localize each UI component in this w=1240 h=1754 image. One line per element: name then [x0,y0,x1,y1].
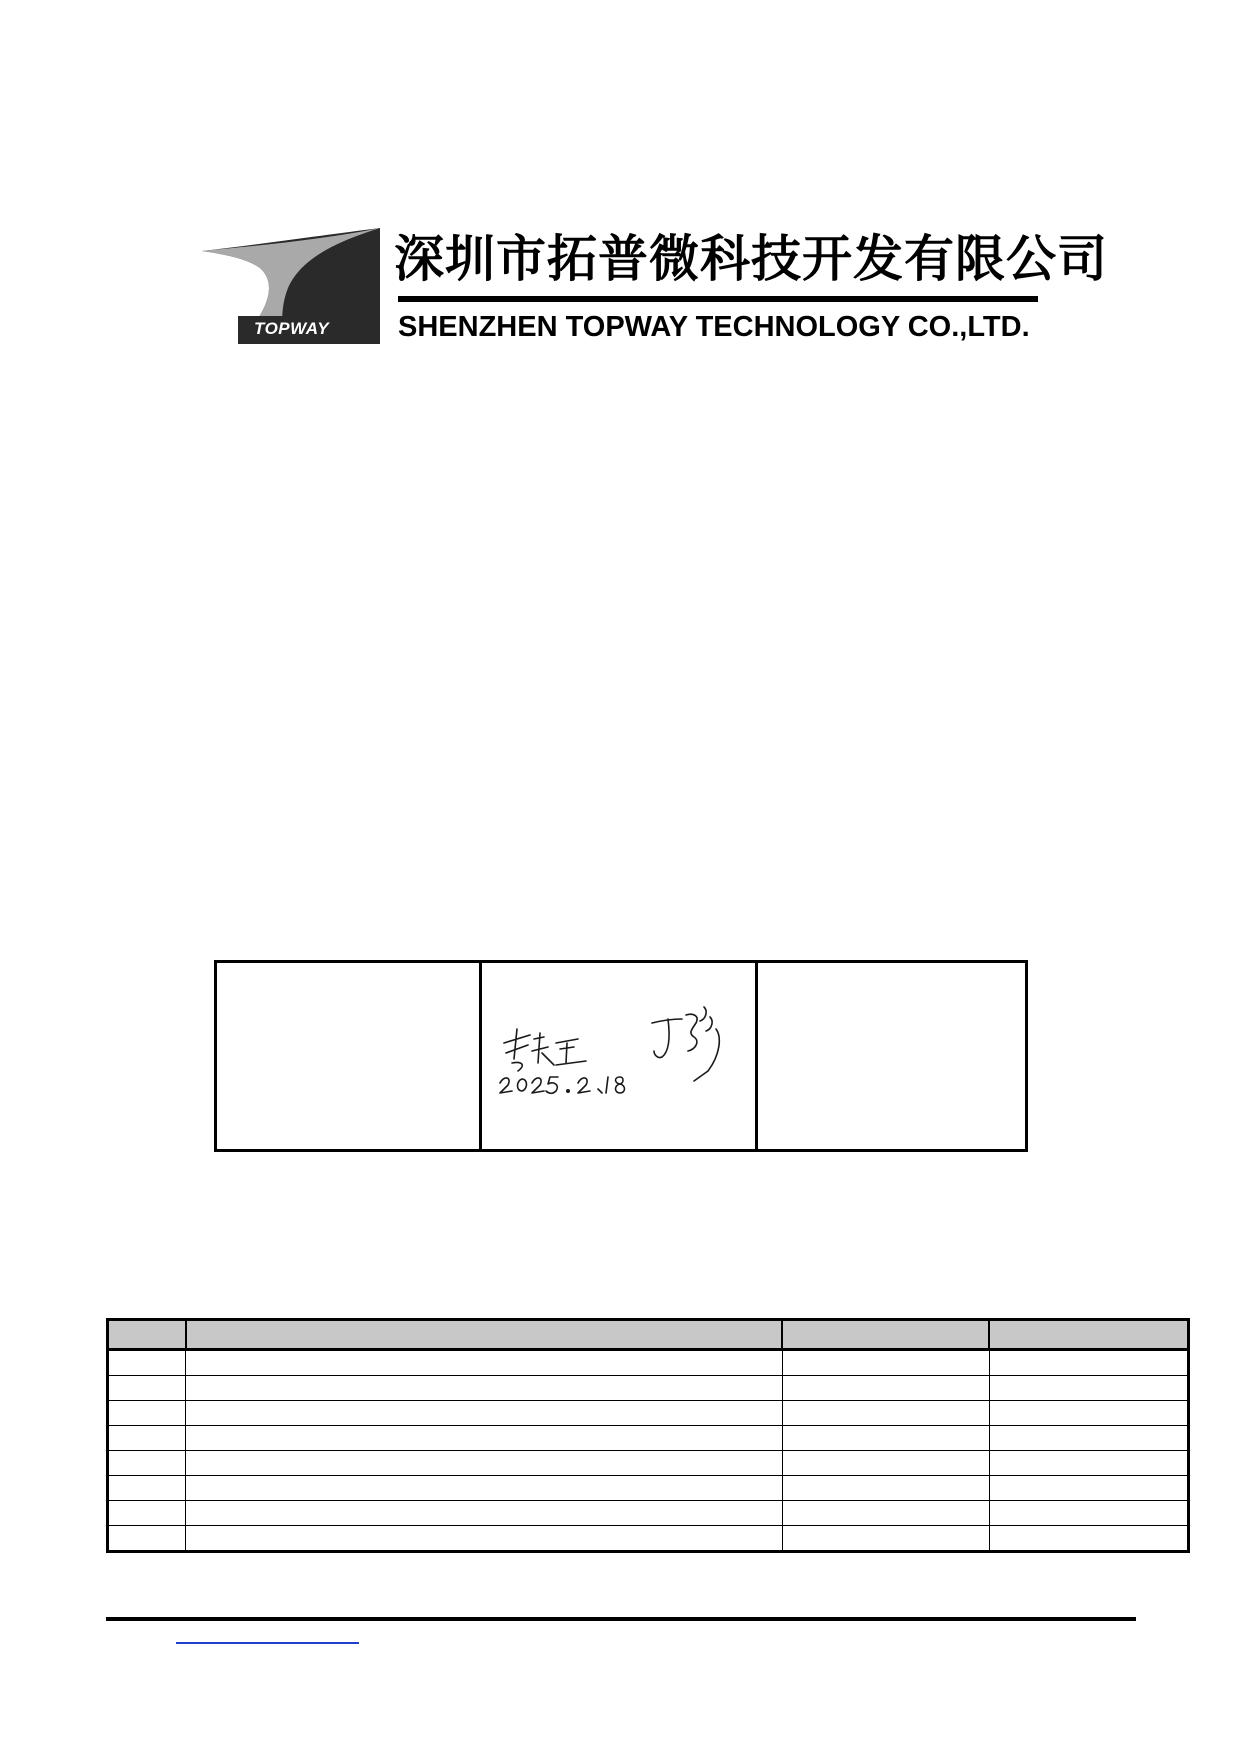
table-row [108,1350,1189,1376]
table-cell [108,1526,186,1552]
table-cell [108,1501,186,1526]
table-cell [782,1350,989,1376]
table-row [108,1501,1189,1526]
revision-table [106,1318,1190,1553]
table-cell [782,1501,989,1526]
table-cell [989,1401,1188,1426]
header-cell [782,1320,989,1350]
table-cell [782,1401,989,1426]
table-cell [108,1451,186,1476]
table-cell [782,1376,989,1401]
table-row [108,1426,1189,1451]
table-row [108,1476,1189,1501]
table-cell [989,1476,1188,1501]
table-cell [186,1501,783,1526]
table-row [108,1401,1189,1426]
table-cell [186,1401,783,1426]
table-cell [989,1376,1188,1401]
table-cell [108,1476,186,1501]
table-cell [186,1376,783,1401]
header-cell [989,1320,1188,1350]
table-cell [108,1350,186,1376]
table-cell [989,1451,1188,1476]
company-name-chinese: 深圳市拓普微科技开发有限公司 [394,231,1108,287]
header-divider [398,296,1038,302]
table-cell [989,1526,1188,1552]
table-cell [989,1350,1188,1376]
footer-website-link[interactable] [176,1630,359,1644]
logo-wordmark: TOPWAY [254,319,330,338]
revision-table-header [108,1320,1189,1350]
company-logo [202,226,1108,344]
table-cell [782,1426,989,1451]
table-cell [186,1350,783,1376]
table-row [108,1526,1189,1552]
table-cell [989,1501,1188,1526]
table-cell [782,1476,989,1501]
header-cell [108,1320,186,1350]
table-cell [989,1426,1188,1451]
footer-divider [106,1617,1136,1621]
table-cell [108,1376,186,1401]
table-cell [108,1401,186,1426]
table-cell [782,1451,989,1476]
table-row [108,1376,1189,1401]
approval-box [214,960,1028,1152]
company-name-english: SHENZHEN TOPWAY TECHNOLOGY CO.,LTD. [398,311,1030,343]
table-cell [186,1451,783,1476]
table-cell [782,1526,989,1552]
approval-cell-signatures [482,963,758,1149]
table-cell [108,1426,186,1451]
table-row [108,1451,1189,1476]
table-cell [186,1476,783,1501]
approval-cell-right [758,963,1025,1149]
approval-cell-left [217,963,482,1149]
table-cell [186,1526,783,1552]
table-cell [186,1426,783,1451]
header-cell [186,1320,783,1350]
handwritten-signatures [482,963,758,1149]
